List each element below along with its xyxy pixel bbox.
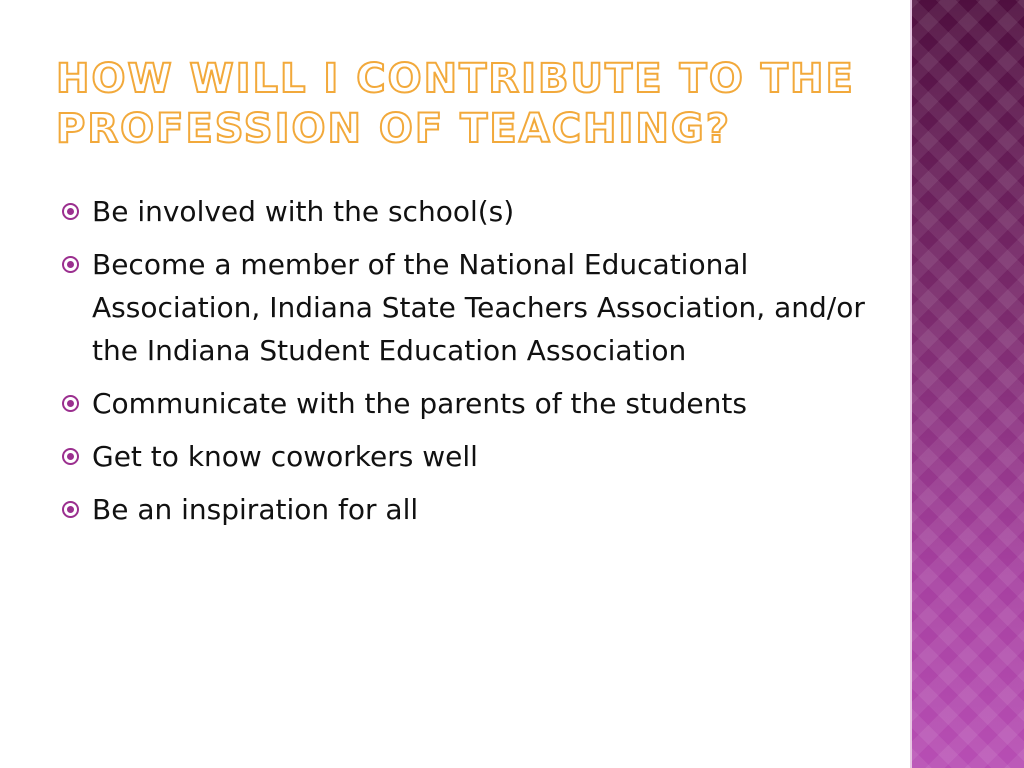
bullet-item: [62, 382, 872, 425]
radio-bullet-icon: [62, 203, 79, 220]
bullet-text: Communicate with the parents of the students: [92, 387, 747, 420]
bullet-item: [62, 488, 872, 531]
bullet-text: Be involved with the school(s): [92, 195, 515, 228]
radio-bullet-icon: [62, 256, 79, 273]
slide-title: HOW WILL I CONTRIBUTE TO THE PROFESSION OF TEACHING?: [56, 56, 855, 152]
bullet-text: Get to know coworkers well: [92, 440, 478, 473]
radio-bullet-icon: [62, 448, 79, 465]
radio-bullet-icon: [62, 395, 79, 412]
bullet-item: [62, 190, 872, 233]
bullet-text: Become a member of the National Educational Association, Indiana State Teachers Association, and/or the Indiana Student Education Association: [92, 248, 865, 367]
bullet-list: [62, 190, 872, 541]
bullet-item: [62, 435, 872, 478]
bullet-text: Be an inspiration for all: [92, 493, 419, 526]
bullet-item: [62, 243, 872, 372]
radio-bullet-icon: [62, 501, 79, 518]
decorative-side-panel: [912, 0, 1024, 768]
